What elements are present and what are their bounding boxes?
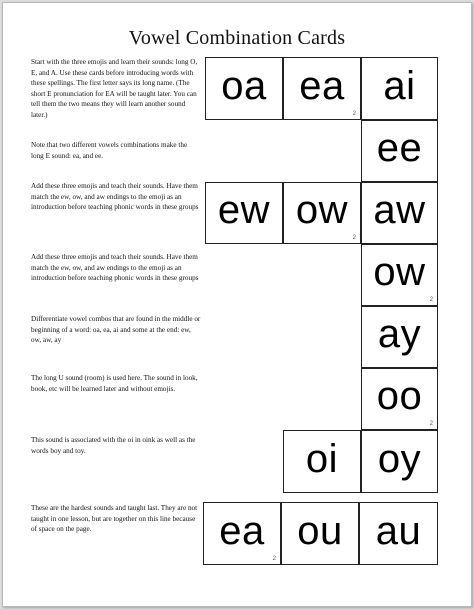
card-ew[interactable] bbox=[205, 182, 283, 244]
card-ow-2-number: 2 bbox=[429, 297, 433, 303]
card-aw[interactable] bbox=[361, 182, 438, 244]
card-oa[interactable] bbox=[205, 57, 283, 120]
note-hardest-sounds: These are the hardest sounds and taught last. They are not taught in one lesson, but are together on this line because of space on the page. bbox=[31, 504, 198, 534]
card-ea-2-number: 2 bbox=[272, 556, 276, 562]
card-ay-text: ay bbox=[377, 312, 422, 356]
card-oi-text: oi bbox=[305, 436, 339, 481]
card-au[interactable] bbox=[359, 502, 438, 565]
note-oi-sound: This sound is associated with the oi in oink as well as the words boy and toy. bbox=[31, 436, 196, 455]
page-title: Vowel Combination Cards bbox=[128, 27, 346, 49]
card-ee[interactable] bbox=[361, 120, 438, 182]
card-ea-text: ea bbox=[299, 63, 345, 108]
card-ou-text: ou bbox=[297, 508, 343, 553]
card-oo-text: oo bbox=[376, 374, 423, 418]
card-ai-text: ai bbox=[383, 63, 416, 108]
card-oy[interactable] bbox=[361, 430, 438, 493]
note-emoji-endings-2: Add these three emojis and teach their sounds. Have them match the ew, ow, and aw endings to the emoji as an introduction before teaching phonic words in these groups bbox=[31, 253, 199, 283]
card-oy-text: oy bbox=[377, 436, 422, 481]
card-ai[interactable] bbox=[361, 57, 438, 120]
card-ea-2-text: ea bbox=[219, 508, 265, 553]
card-ea-number: 2 bbox=[352, 111, 356, 117]
card-ow-text: ow bbox=[295, 188, 349, 232]
note-long-vowels: Start with the three emojis and learn their sounds: long O, E, and A. Use these cards before introducing words with these spellings. The first letter says its long name. (The short E pronunciation for EA will be taught later. You can tell them the two means they will learn another sound later.) bbox=[31, 58, 198, 119]
card-ow-2-text: ow bbox=[373, 250, 426, 294]
card-ay[interactable] bbox=[361, 306, 438, 368]
note-long-e: Note that two different vowels combinations make the long E sound: ea, and ee. bbox=[31, 141, 188, 160]
card-oa-text: oa bbox=[221, 63, 267, 108]
note-vowel-position: Differentiate vowel combos that are found in the middle or beginning of a word: oa, ea, ai and some at the end: ew, ow, aw, ay bbox=[31, 315, 201, 345]
note-long-u: The long U sound (room) is used here. The sound in look, book, etc will be learned later and without emojis. bbox=[31, 374, 198, 393]
card-ow[interactable] bbox=[283, 182, 361, 244]
card-oi[interactable] bbox=[283, 430, 361, 493]
card-oo-number: 2 bbox=[429, 421, 433, 427]
card-aw-text: aw bbox=[373, 188, 426, 232]
card-ou[interactable] bbox=[281, 502, 359, 565]
card-ow-number: 2 bbox=[352, 235, 356, 241]
card-oo[interactable] bbox=[361, 368, 438, 430]
card-ea[interactable] bbox=[283, 57, 361, 120]
card-ew-text: ew bbox=[217, 188, 271, 232]
note-emoji-endings-1: Add these three emojis and teach their sounds. Have them match the ew, ow, and aw endings to the emoji as an introduction before teaching phonic words in these groups bbox=[31, 182, 199, 212]
card-ea-2[interactable] bbox=[203, 502, 281, 565]
card-au-text: au bbox=[375, 508, 422, 553]
card-ee-text: ee bbox=[376, 126, 423, 170]
card-ow-2[interactable] bbox=[361, 244, 438, 306]
